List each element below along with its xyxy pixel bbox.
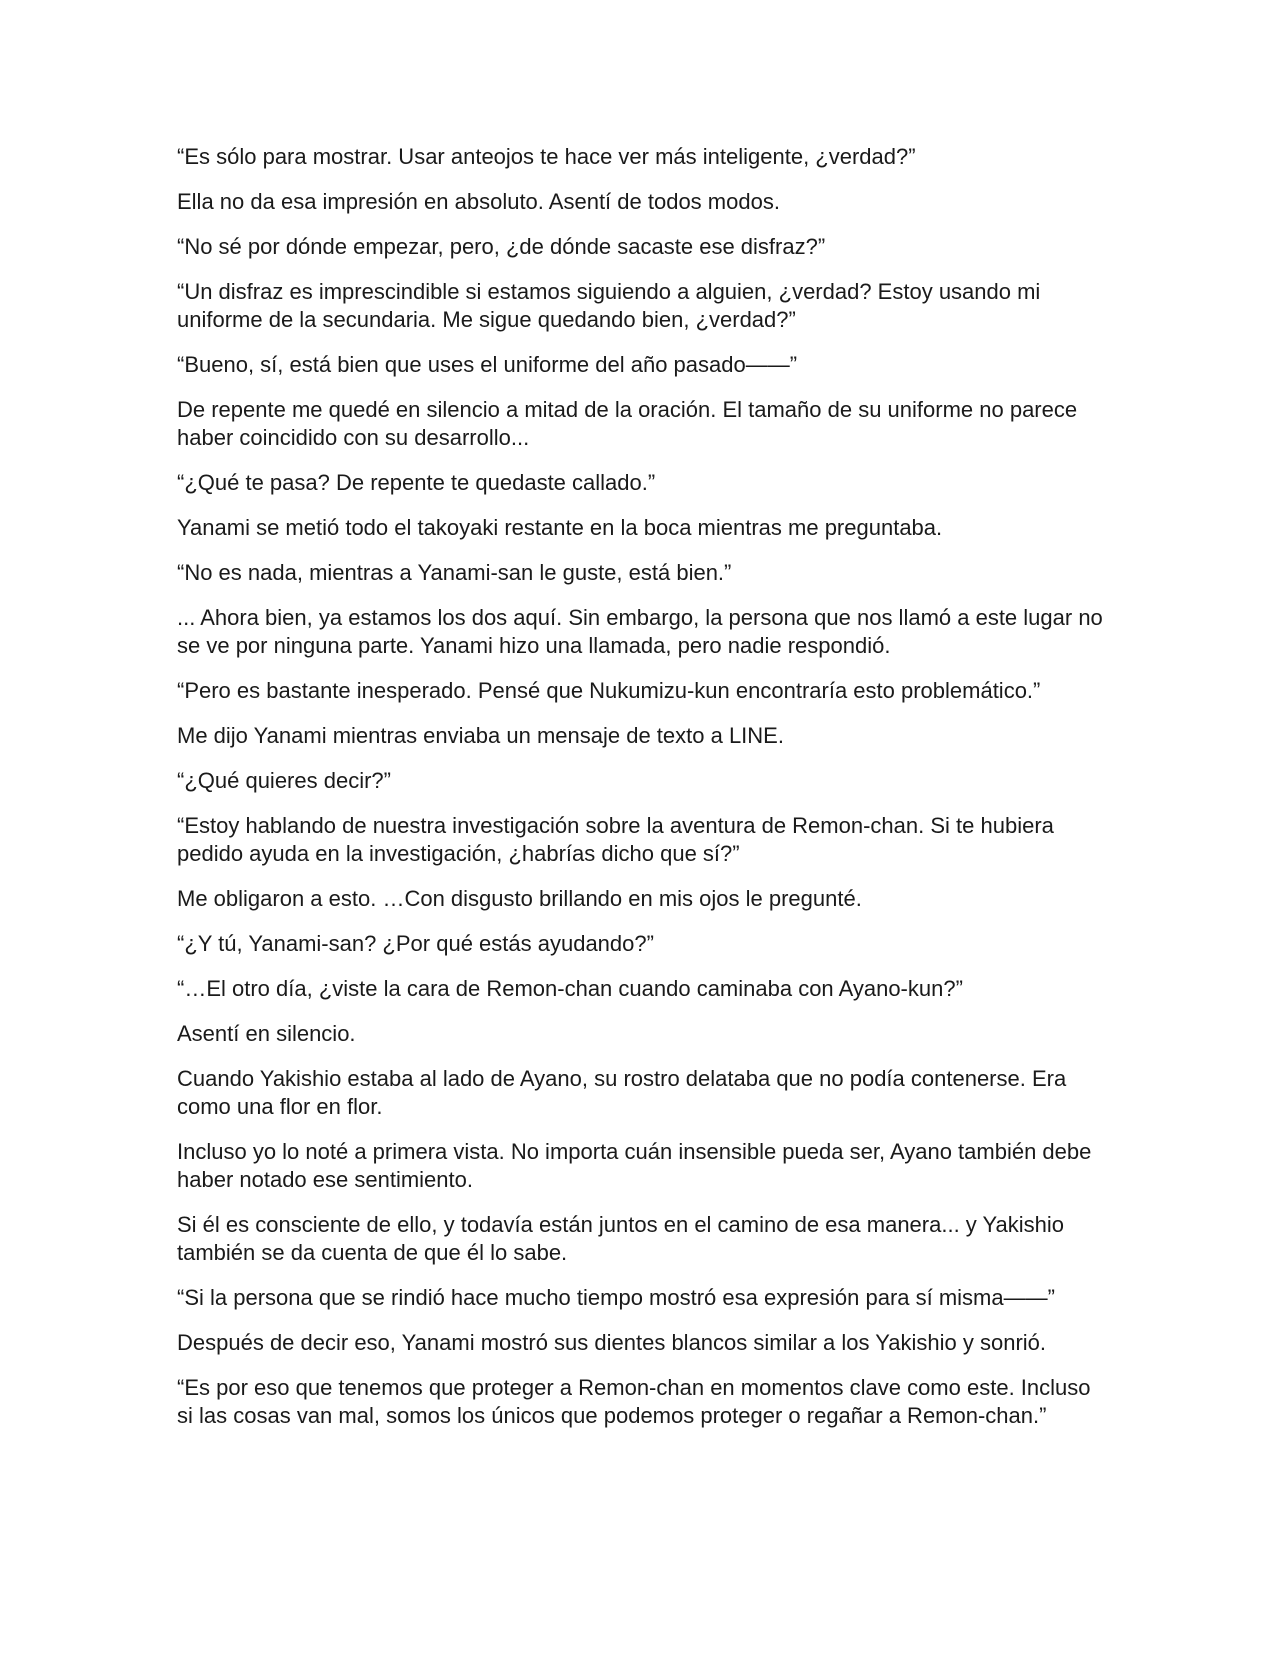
paragraph-11: “Pero es bastante inesperado. Pensé que Nukumizu-kun encontraría esto problemático.”	[177, 678, 1041, 703]
paragraph-23: Después de decir eso, Yanami mostró sus dientes blancos similar a los Yakishio y sonrió.	[177, 1330, 1047, 1355]
paragraph-6: De repente me quedé en silencio a mitad de la oración. El tamaño de su uniforme no parece haber coincidido con su desarrollo...	[177, 397, 1078, 450]
paragraph-21: Si él es consciente de ello, y todavía están juntos en el camino de esa manera... y Yakishio también se da cuenta de que él lo sabe.	[177, 1212, 1065, 1265]
paragraph-12: Me dijo Yanami mientras enviaba un mensaje de texto a LINE.	[177, 723, 784, 748]
paragraph-1: “Es sólo para mostrar. Usar anteojos te hace ver más inteligente, ¿verdad?”	[177, 144, 916, 169]
paragraph-24: “Es por eso que tenemos que proteger a Remon-chan en momentos clave como este. Incluso si las cosas van mal, somos los únicos que podemos proteger o regañar a Remon-chan.”	[177, 1375, 1091, 1428]
paragraph-2: Ella no da esa impresión en absoluto. Asentí de todos modos.	[177, 189, 780, 214]
paragraph-18: Asentí en silencio.	[177, 1021, 356, 1046]
paragraph-15: Me obligaron a esto. …Con disgusto brillando en mis ojos le pregunté.	[177, 886, 862, 911]
paragraph-10: ... Ahora bien, ya estamos los dos aquí. Sin embargo, la persona que nos llamó a este lugar no se ve por ninguna parte. Yanami hizo una llamada, pero nadie respondió.	[177, 605, 1103, 658]
paragraph-7: “¿Qué te pasa? De repente te quedaste callado.”	[177, 470, 656, 495]
paragraph-14: “Estoy hablando de nuestra investigación sobre la aventura de Remon-chan. Si te hubiera pedido ayuda en la investigación, ¿habrías dicho que sí?”	[177, 813, 1054, 866]
paragraph-9: “No es nada, mientras a Yanami-san le guste, está bien.”	[177, 560, 732, 585]
paragraph-4: “Un disfraz es imprescindible si estamos siguiendo a alguien, ¿verdad? Estoy usando mi uniforme de la secundaria. Me sigue quedando bien, ¿verdad?”	[177, 279, 1041, 332]
paragraph-20: Incluso yo lo noté a primera vista. No importa cuán insensible pueda ser, Ayano también debe haber notado ese sentimiento.	[177, 1139, 1092, 1192]
paragraph-16: “¿Y tú, Yanami-san? ¿Por qué estás ayudando?”	[177, 931, 654, 956]
paragraph-19: Cuando Yakishio estaba al lado de Ayano, su rostro delataba que no podía contenerse. Era como una flor en flor.	[177, 1066, 1067, 1119]
paragraph-3: “No sé por dónde empezar, pero, ¿de dónde sacaste ese disfraz?”	[177, 234, 826, 259]
paragraph-17: “…El otro día, ¿viste la cara de Remon-chan cuando caminaba con Ayano-kun?”	[177, 976, 963, 1001]
paragraph-13: “¿Qué quieres decir?”	[177, 768, 391, 793]
paragraph-8: Yanami se metió todo el takoyaki restante en la boca mientras me preguntaba.	[177, 515, 943, 540]
document-page	[177, 143, 1107, 1447]
paragraph-22: “Si la persona que se rindió hace mucho tiempo mostró esa expresión para sí misma——”	[177, 1285, 1055, 1310]
paragraph-5: “Bueno, sí, está bien que uses el uniforme del año pasado——”	[177, 352, 798, 377]
